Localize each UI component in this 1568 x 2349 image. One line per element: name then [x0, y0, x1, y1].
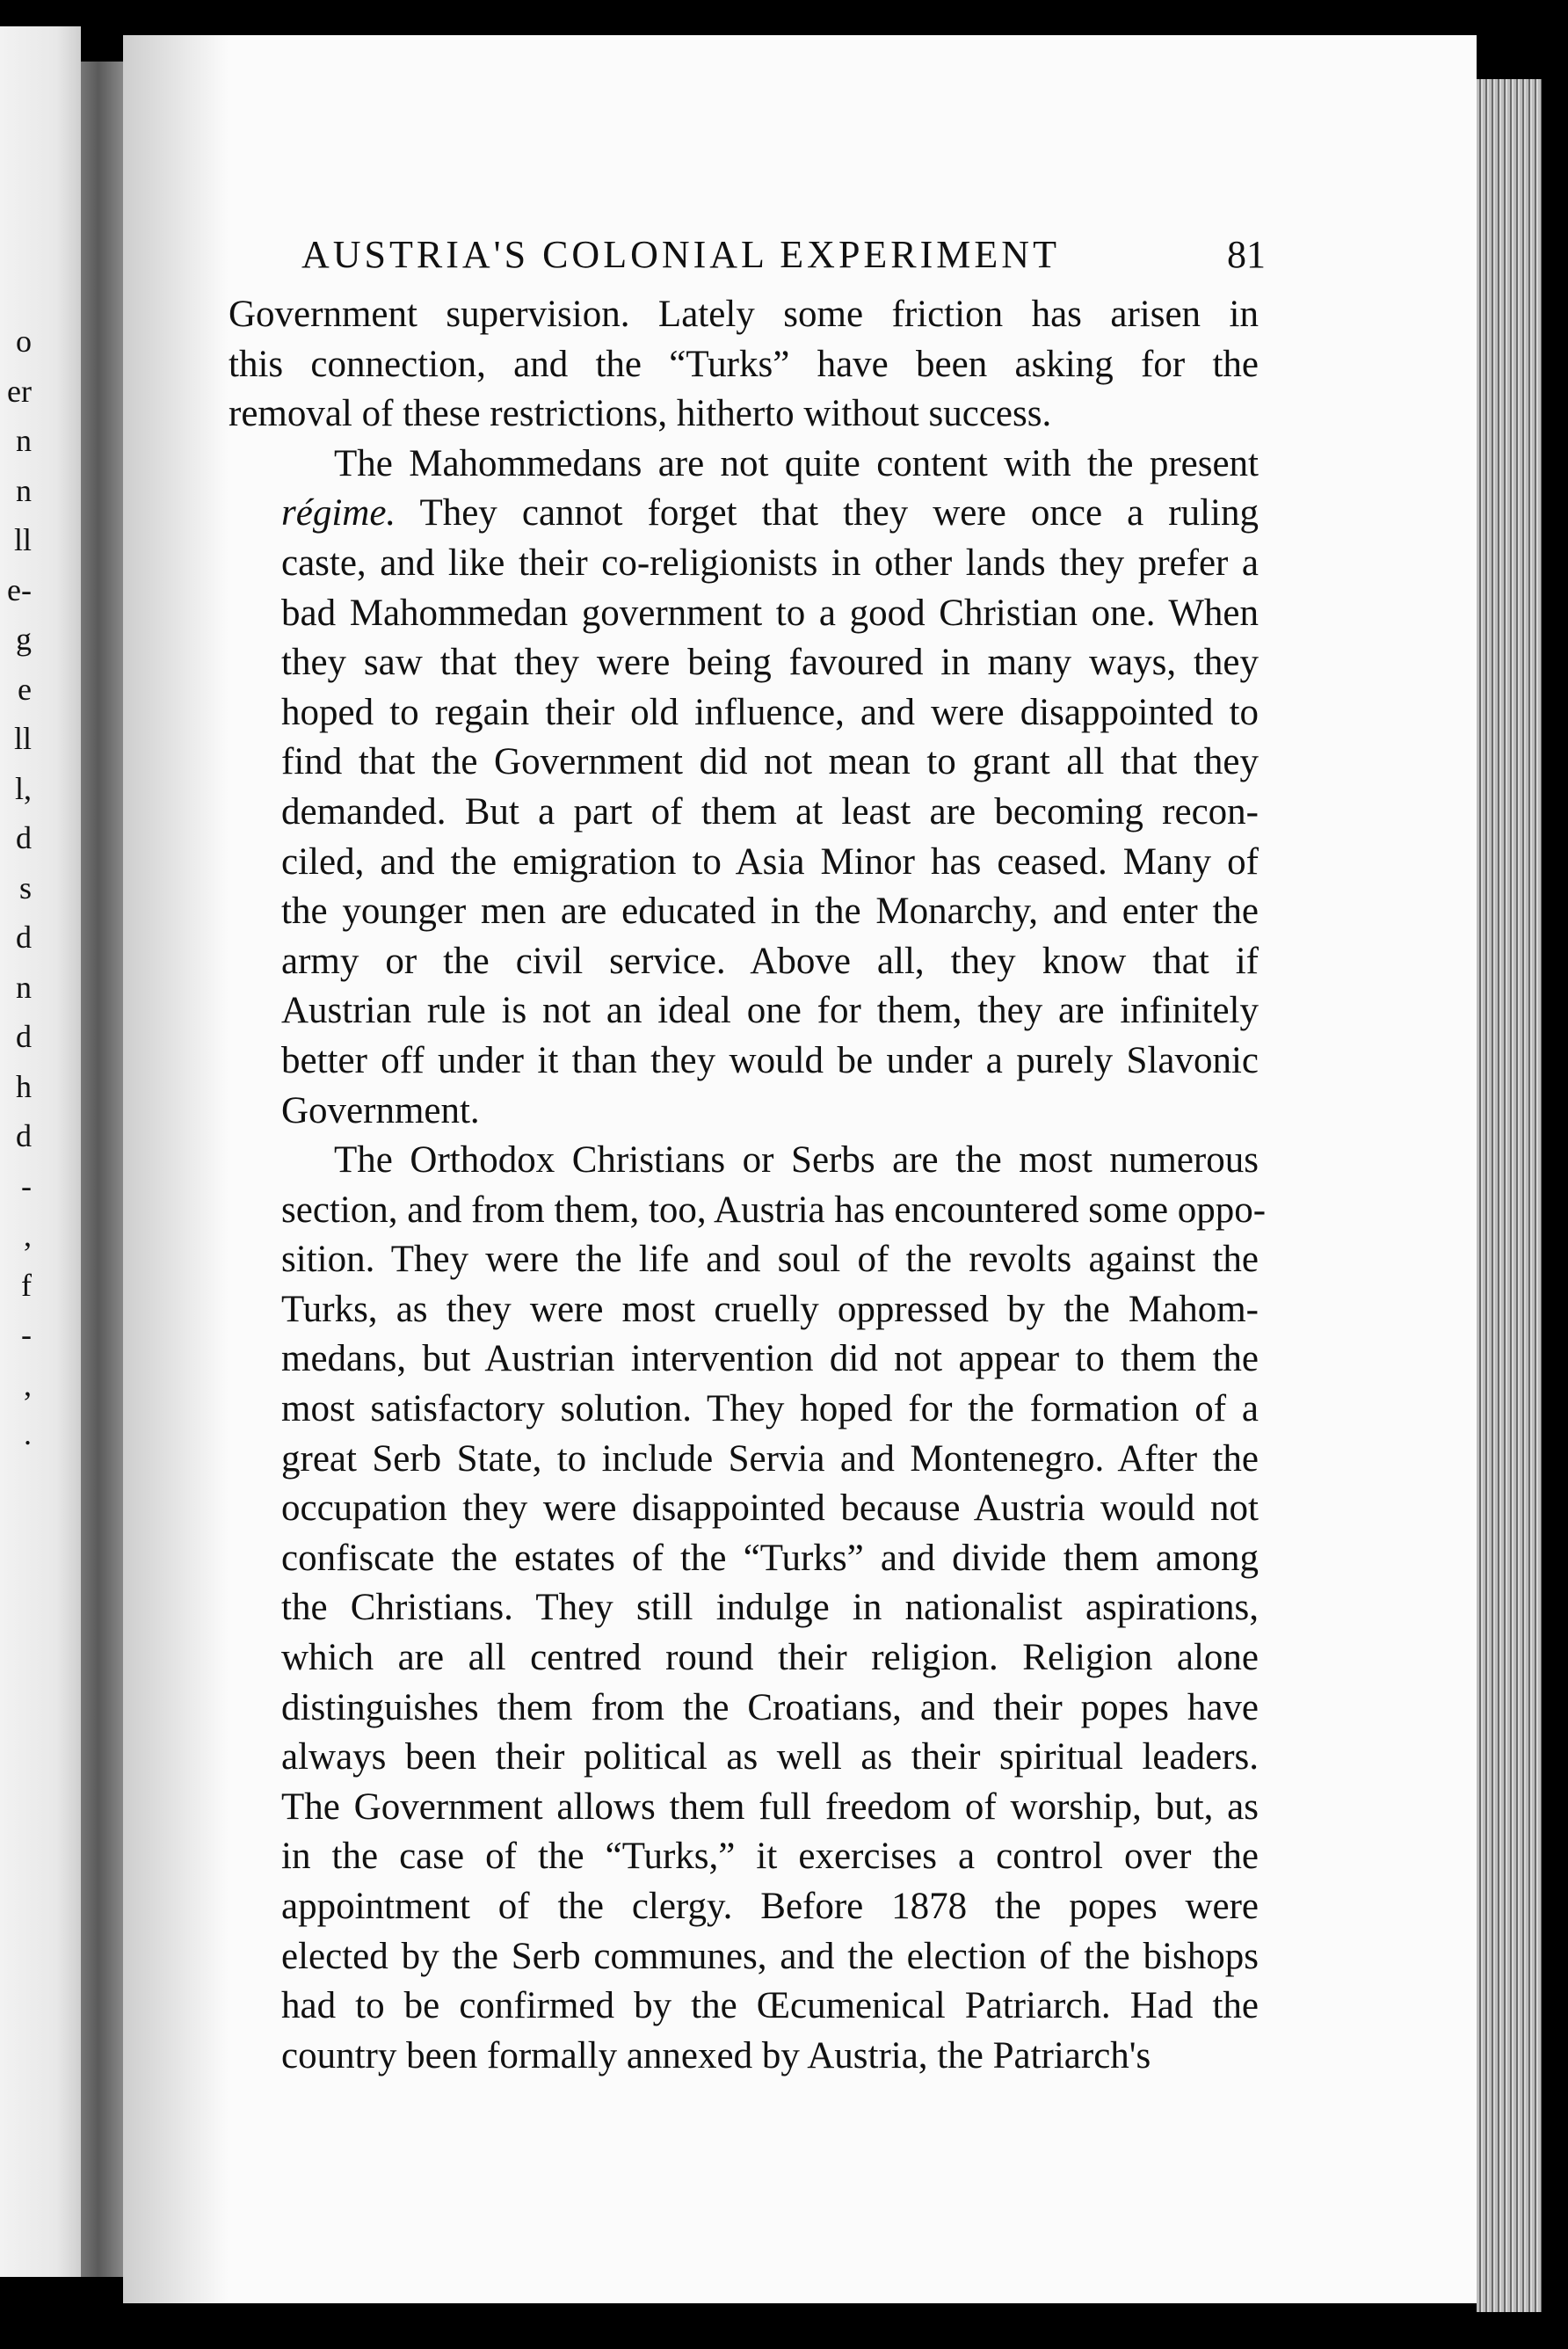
previous-page-fragment: ,	[24, 1366, 32, 1402]
text-line: sition. They were the life and soul of the revolts against the	[281, 1239, 1259, 1281]
text-line: The Mahommedans are not quite content with the present	[334, 442, 1259, 484]
text-line: which are all centred round their religion. Religion alone	[281, 1637, 1259, 1679]
text-line: the Christians. They still indulge in nationalist aspirations,	[281, 1587, 1259, 1629]
previous-page-fragment: d	[16, 820, 32, 855]
text-line: medans, but Austrian intervention did not appear to them the	[281, 1338, 1259, 1380]
previous-page-fragment: l,	[14, 770, 32, 806]
text-line: country been formally annexed by Austria, the Patriarch's	[281, 2034, 1151, 2076]
text-line: the younger men are educated in the Monarchy, and enter the	[281, 891, 1259, 933]
previous-page-fragment: n	[16, 969, 32, 1005]
running-header	[301, 224, 1266, 286]
text-line: army or the civil service. Above all, they know that if	[281, 940, 1259, 982]
text-line: elected by the Serb communes, and the election of the bishops	[281, 1935, 1259, 1977]
previous-page-fragment: er	[7, 373, 32, 409]
previous-page-text-fragments	[0, 316, 35, 1459]
text-line: had to be confirmed by the Œcumenical Patriarch. Had the	[281, 1985, 1259, 2027]
paragraph	[229, 440, 1259, 1136]
text-line: hoped to regain their old influence, and were disappointed to	[281, 691, 1259, 733]
text-line: great Serb State, to include Servia and Montenegro. After the	[281, 1437, 1259, 1480]
text-line: distinguishes them from the Croatians, and their popes have	[281, 1686, 1259, 1728]
text-line: better off under it than they would be under a purely Slavonic	[281, 1039, 1259, 1081]
previous-page-fragment: ll	[13, 522, 32, 557]
text-line: occupation they were disappointed because Austria would not	[281, 1487, 1259, 1530]
text-line: appointment of the clergy. Before 1878 the popes were	[281, 1886, 1259, 1927]
text-line: find that the Government did not mean to grant all that they	[281, 741, 1259, 783]
previous-page-fragment: e-	[7, 571, 32, 607]
previous-page-fragment: f	[21, 1267, 32, 1303]
text-line: this connection, and the “Turks” have been asking for the	[229, 343, 1259, 385]
text-line: bad Mahommedan government to a good Christian one. When	[281, 592, 1259, 634]
previous-page-fragment: h	[16, 1068, 32, 1104]
text-line: in the case of the “Turks,” it exercises a control over the	[281, 1836, 1259, 1878]
text-line: The Government allows them full freedom of worship, but, as	[281, 1785, 1259, 1828]
body-text	[229, 290, 1267, 2081]
previous-page-fragment: g	[16, 622, 32, 657]
text-line: always been their political as well as their spiritual leaders.	[281, 1736, 1259, 1778]
text-line: they saw that they were being favoured in many ways, they	[281, 642, 1259, 684]
page-edges	[1477, 79, 1542, 2312]
text-line: Government.	[281, 1089, 480, 1131]
previous-page-fragment: n	[16, 423, 32, 458]
text-line: Austrian rule is not an ideal one for them, they are infinitely	[281, 990, 1259, 1032]
previous-page-fragment: s	[18, 869, 32, 905]
text-line: demanded. But a part of them at least are becoming recon-	[281, 790, 1259, 833]
book-gutter	[81, 62, 125, 2277]
text-line: confiscate the estates of the “Turks” and divide them among	[281, 1537, 1259, 1579]
paragraph	[229, 1136, 1267, 2081]
previous-page-fragment: -	[21, 1317, 32, 1352]
previous-page-fragment: d	[16, 1019, 32, 1054]
text-line: section, and from them, too, Austria has encountered some oppo-	[281, 1189, 1267, 1231]
page-number: 81	[1227, 233, 1266, 276]
paragraph	[229, 290, 1259, 440]
text-line: Government supervision. Lately some friction has arisen in	[229, 294, 1259, 335]
previous-page-fragment: n	[16, 472, 32, 508]
previous-page-fragment: d	[16, 920, 32, 955]
previous-page-fragment: o	[16, 324, 32, 359]
previous-page-fragment: ll	[13, 721, 32, 756]
text-line: most satisfactory solution. They hoped for the formation of a	[281, 1388, 1259, 1430]
text-line: ciled, and the emigration to Asia Minor has ceased. Many of	[281, 840, 1259, 883]
previous-page-fragment: .	[24, 1416, 32, 1451]
previous-page-fragment: ,	[24, 1218, 32, 1253]
running-title: AUSTRIA'S COLONIAL EXPERIMENT	[301, 233, 1060, 276]
previous-page-fragment: -	[21, 1167, 32, 1204]
text-line: Turks, as they were most cruelly oppressed by the Mahom-	[281, 1288, 1259, 1330]
text-line: caste, and like their co-religionists in other lands they prefer a	[281, 542, 1259, 584]
previous-page-edge	[0, 26, 81, 2277]
text-line: The Orthodox Christians or Serbs are the most numerous	[334, 1139, 1259, 1182]
previous-page-fragment: d	[16, 1118, 32, 1153]
text-line: removal of these restrictions, hitherto without success.	[229, 393, 1052, 435]
previous-page-fragment: e	[18, 671, 32, 707]
text-line: régime. They cannot forget that they were once a ruling	[281, 492, 1259, 535]
